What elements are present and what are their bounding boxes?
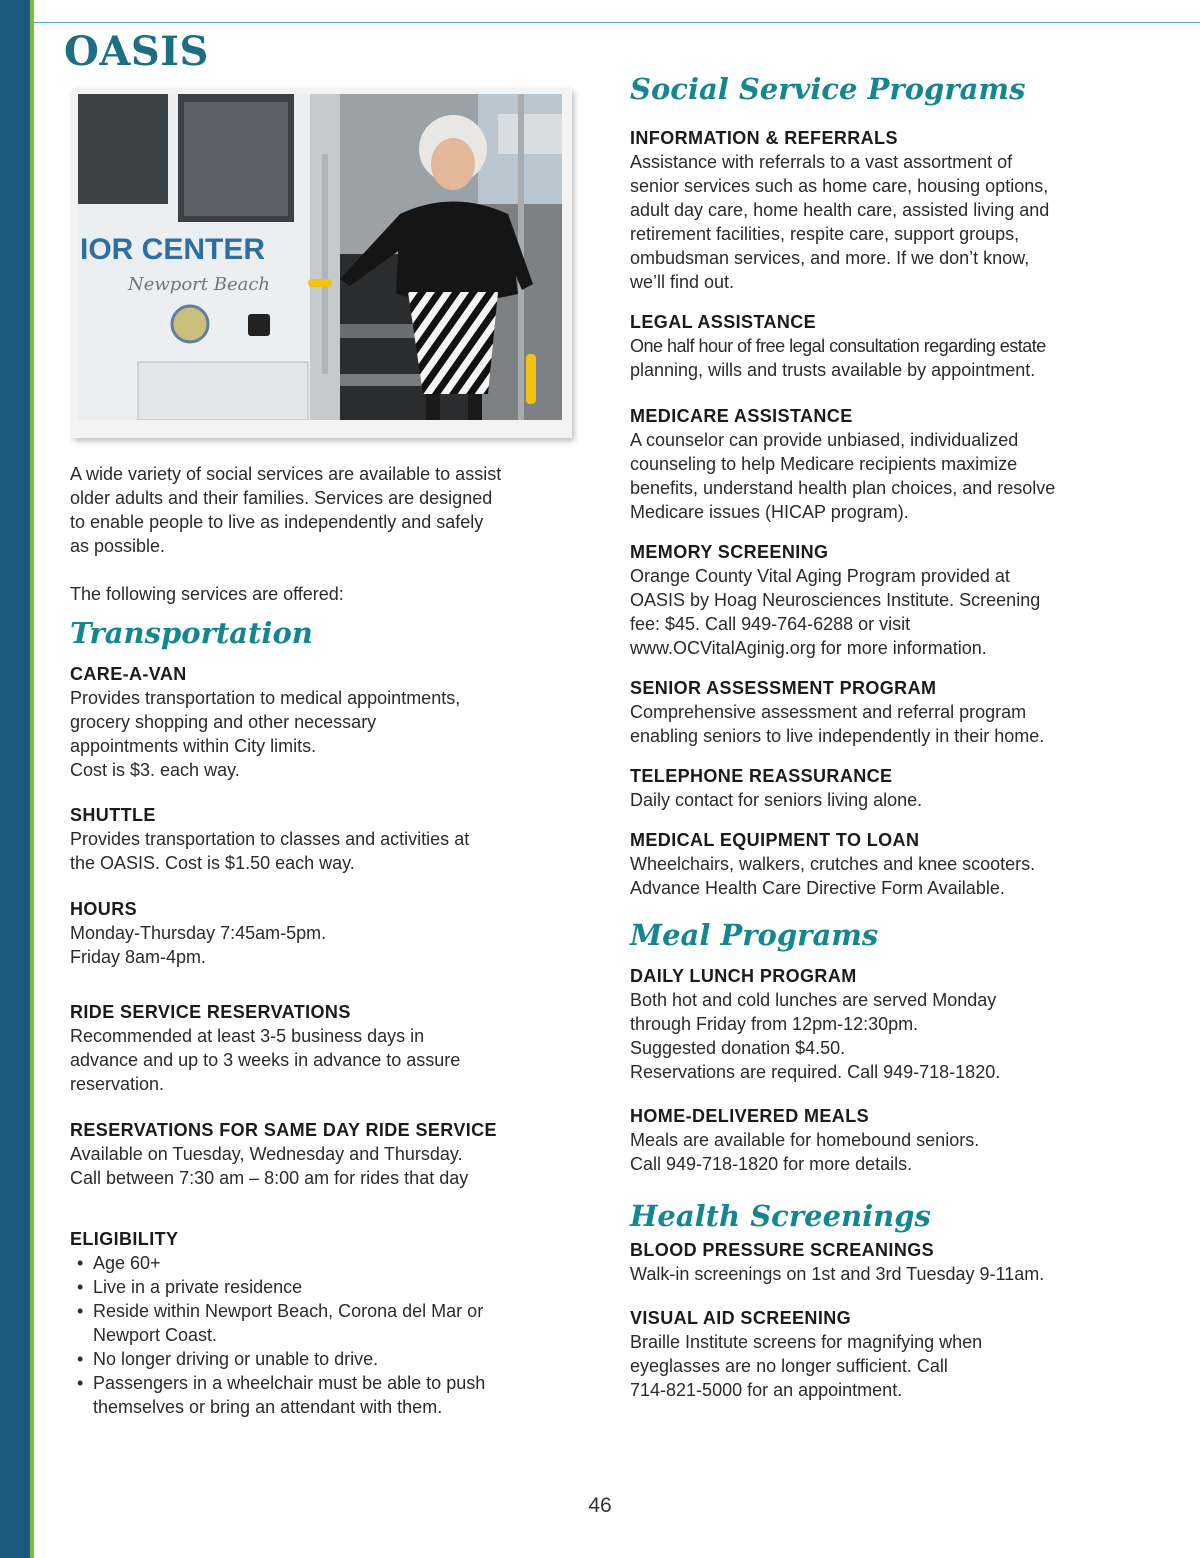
lunch-title: DAILY LUNCH PROGRAM: [630, 966, 857, 986]
body-line: Reservations are required. Call 949-718-1820.: [630, 1062, 1001, 1082]
right-column: [630, 70, 1137, 1402]
body-line: Cost is $3. each way.: [70, 760, 240, 780]
photo-frame: [72, 88, 572, 438]
medicare-title: MEDICARE ASSISTANCE: [630, 406, 853, 426]
senior-assessment-block: [630, 676, 1137, 748]
home-delivered-title: HOME-DELIVERED MEALS: [630, 1106, 870, 1126]
shuttle-title: SHUTTLE: [70, 805, 156, 825]
equipment-text: [630, 852, 1137, 900]
hours-title: HOURS: [70, 899, 138, 919]
blood-pressure-title: BLOOD PRESSURE SCREANINGS: [630, 1240, 935, 1260]
bullet-line: Newport Coast.: [93, 1325, 218, 1345]
bus-sign-text: IOR CENTER: [80, 233, 266, 266]
body-line: Orange County Vital Aging Program provided at: [630, 566, 1010, 586]
bullet-line: themselves or bring an attendant with them.: [93, 1397, 443, 1417]
legal-text: [630, 334, 1137, 382]
left-column: [70, 462, 580, 1419]
bullet-line: • Live in a private residence: [93, 1277, 303, 1297]
body-line: Medicare issues (HICAP program).: [630, 502, 909, 522]
body-line: we’ll find out.: [630, 272, 735, 292]
bullet-line: • No longer driving or unable to drive.: [93, 1349, 379, 1369]
telephone-title: TELEPHONE REASSURANCE: [630, 766, 893, 786]
blood-pressure-text: [630, 1262, 1137, 1286]
info-referrals-title: INFORMATION & REFERRALS: [630, 128, 898, 148]
top-rule: [34, 22, 1200, 23]
body-line: Daily contact for seniors living alone.: [630, 790, 923, 810]
body-line: Call between 7:30 am – 8:00 am for rides that day: [70, 1168, 469, 1188]
same-day-title: RESERVATIONS FOR SAME DAY RIDE SERVICE: [70, 1120, 497, 1140]
visual-aid-title: VISUAL AID SCREENING: [630, 1308, 852, 1328]
visual-aid-text: [630, 1330, 1137, 1402]
eligibility-item: [70, 1347, 580, 1371]
body-line: planning, wills and trusts available by appointment.: [630, 360, 1036, 380]
sidebar-band: [0, 0, 30, 1558]
intro-line: older adults and their families. Services are designed: [70, 488, 493, 508]
body-line: Wheelchairs, walkers, crutches and knee scooters.: [630, 854, 1036, 874]
bus-photo: [78, 94, 562, 420]
page-number: 46: [588, 1494, 612, 1517]
body-line: One half hour of free legal consultation regarding estate: [630, 336, 1046, 356]
telephone-text: [630, 788, 1137, 812]
care-a-van-title: CARE-A-VAN: [70, 664, 187, 684]
hours-block: [70, 897, 580, 969]
body-line: Provides transportation to classes and activities at: [70, 829, 470, 849]
memory-screening-text: [630, 564, 1137, 660]
body-line: through Friday from 12pm-12:30pm.: [630, 1014, 919, 1034]
body-line: Meals are available for homebound seniors.: [630, 1130, 980, 1150]
ride-reservations-block: [70, 1000, 580, 1096]
body-line: 714-821-5000 for an appointment.: [630, 1380, 903, 1400]
body-line: appointments within City limits.: [70, 736, 317, 756]
telephone-block: [630, 764, 1137, 812]
intro-line: A wide variety of social services are available to assist: [70, 464, 502, 484]
page-title: OASIS: [64, 28, 209, 75]
body-line: Braille Institute screens for magnifying when: [630, 1332, 983, 1352]
body-line: senior services such as home care, housing options,: [630, 176, 1049, 196]
body-line: OASIS by Hoag Neurosciences Institute. Screening: [630, 590, 1041, 610]
body-line: Monday-Thursday 7:45am-5pm.: [70, 923, 327, 943]
info-referrals-text: [630, 150, 1137, 294]
body-line: Friday 8am-4pm.: [70, 947, 207, 967]
body-line: Walk-in screenings on 1st and 3rd Tuesday 9-11am.: [630, 1264, 1045, 1284]
body-line: ombudsman services, and more. If we don’t know,: [630, 248, 1030, 268]
memory-screening-title: MEMORY SCREENING: [630, 542, 829, 562]
eligibility-list: [70, 1251, 580, 1419]
ride-reservations-title: RIDE SERVICE RESERVATIONS: [70, 1002, 351, 1022]
body-line: Comprehensive assessment and referral program: [630, 702, 1027, 722]
medicare-block: [630, 404, 1137, 524]
shuttle-text: [70, 827, 580, 875]
body-line: advance and up to 3 weeks in advance to assure: [70, 1050, 461, 1070]
body-line: Recommended at least 3-5 business days in: [70, 1026, 425, 1046]
health-screenings-heading: Health Screenings: [630, 1199, 931, 1233]
eligibility-item: [70, 1251, 580, 1275]
body-line: Call 949-718-1820 for more details.: [630, 1154, 913, 1174]
body-line: fee: $45. Call 949-764-6288 or visit: [630, 614, 911, 634]
body-line: Both hot and cold lunches are served Monday: [630, 990, 997, 1010]
legal-title: LEGAL ASSISTANCE: [630, 312, 817, 332]
social-services-heading: Social Service Programs: [630, 72, 1026, 106]
body-line: benefits, understand health plan choices, and resolve: [630, 478, 1056, 498]
body-line: adult day care, home health care, assisted living and: [630, 200, 1050, 220]
blood-pressure-block: [630, 1238, 1137, 1286]
body-line: grocery shopping and other necessary: [70, 712, 377, 732]
intro-paragraph: [70, 462, 580, 558]
intro-line: to enable people to live as independently and safely: [70, 512, 484, 532]
body-line: the OASIS. Cost is $1.50 each way.: [70, 853, 355, 873]
same-day-block: [70, 1118, 580, 1190]
eligibility-item: [70, 1299, 580, 1347]
sidebar-stripe: [30, 0, 34, 1558]
eligibility-item: [70, 1275, 580, 1299]
body-line: counseling to help Medicare recipients maximize: [630, 454, 1018, 474]
bus-script-text: Newport Beach: [128, 274, 271, 295]
body-line: eyeglasses are no longer sufficient. Call: [630, 1356, 948, 1376]
medicare-text: [630, 428, 1137, 524]
lunch-block: [630, 964, 1137, 1084]
eligibility-item: [70, 1371, 580, 1419]
home-delivered-block: [630, 1104, 1137, 1176]
offered-text: The following services are offered:: [70, 584, 344, 604]
senior-assessment-title: SENIOR ASSESSMENT PROGRAM: [630, 678, 937, 698]
care-a-van-block: [70, 662, 580, 782]
meal-programs-heading: Meal Programs: [630, 918, 879, 952]
equipment-title: MEDICAL EQUIPMENT TO LOAN: [630, 830, 920, 850]
body-line: Advance Health Care Directive Form Available.: [630, 878, 1005, 898]
visual-aid-block: [630, 1306, 1137, 1402]
eligibility-block: [70, 1227, 580, 1419]
same-day-text: [70, 1142, 580, 1190]
body-line: A counselor can provide unbiased, individualized: [630, 430, 1019, 450]
info-referrals-block: [630, 126, 1137, 294]
intro-line: as possible.: [70, 536, 166, 556]
body-line: enabling seniors to live independently in their home.: [630, 726, 1045, 746]
equipment-block: [630, 828, 1137, 900]
care-a-van-text: [70, 686, 580, 782]
body-line: retirement facilities, respite care, support groups,: [630, 224, 1020, 244]
body-line: www.OCVitalAginig.org for more information.: [630, 638, 987, 658]
body-line: Assistance with referrals to a vast assortment of: [630, 152, 1013, 172]
bullet-line: • Age 60+: [93, 1253, 161, 1273]
transportation-heading: Transportation: [70, 616, 313, 650]
body-line: Provides transportation to medical appointments,: [70, 688, 461, 708]
home-delivered-text: [630, 1128, 1137, 1176]
bullet-line: • Reside within Newport Beach, Corona del Mar or: [93, 1301, 484, 1321]
body-line: reservation.: [70, 1074, 165, 1094]
body-line: Available on Tuesday, Wednesday and Thursday.: [70, 1144, 463, 1164]
body-line: Suggested donation $4.50.: [630, 1038, 846, 1058]
ride-reservations-text: [70, 1024, 580, 1096]
hours-text: [70, 921, 580, 969]
memory-screening-block: [630, 540, 1137, 660]
senior-assessment-text: [630, 700, 1137, 748]
legal-block: [630, 310, 1137, 382]
shuttle-block: [70, 803, 580, 875]
eligibility-title: ELIGIBILITY: [70, 1229, 179, 1249]
lunch-text: [630, 988, 1137, 1084]
bullet-line: • Passengers in a wheelchair must be able to push: [93, 1373, 486, 1393]
